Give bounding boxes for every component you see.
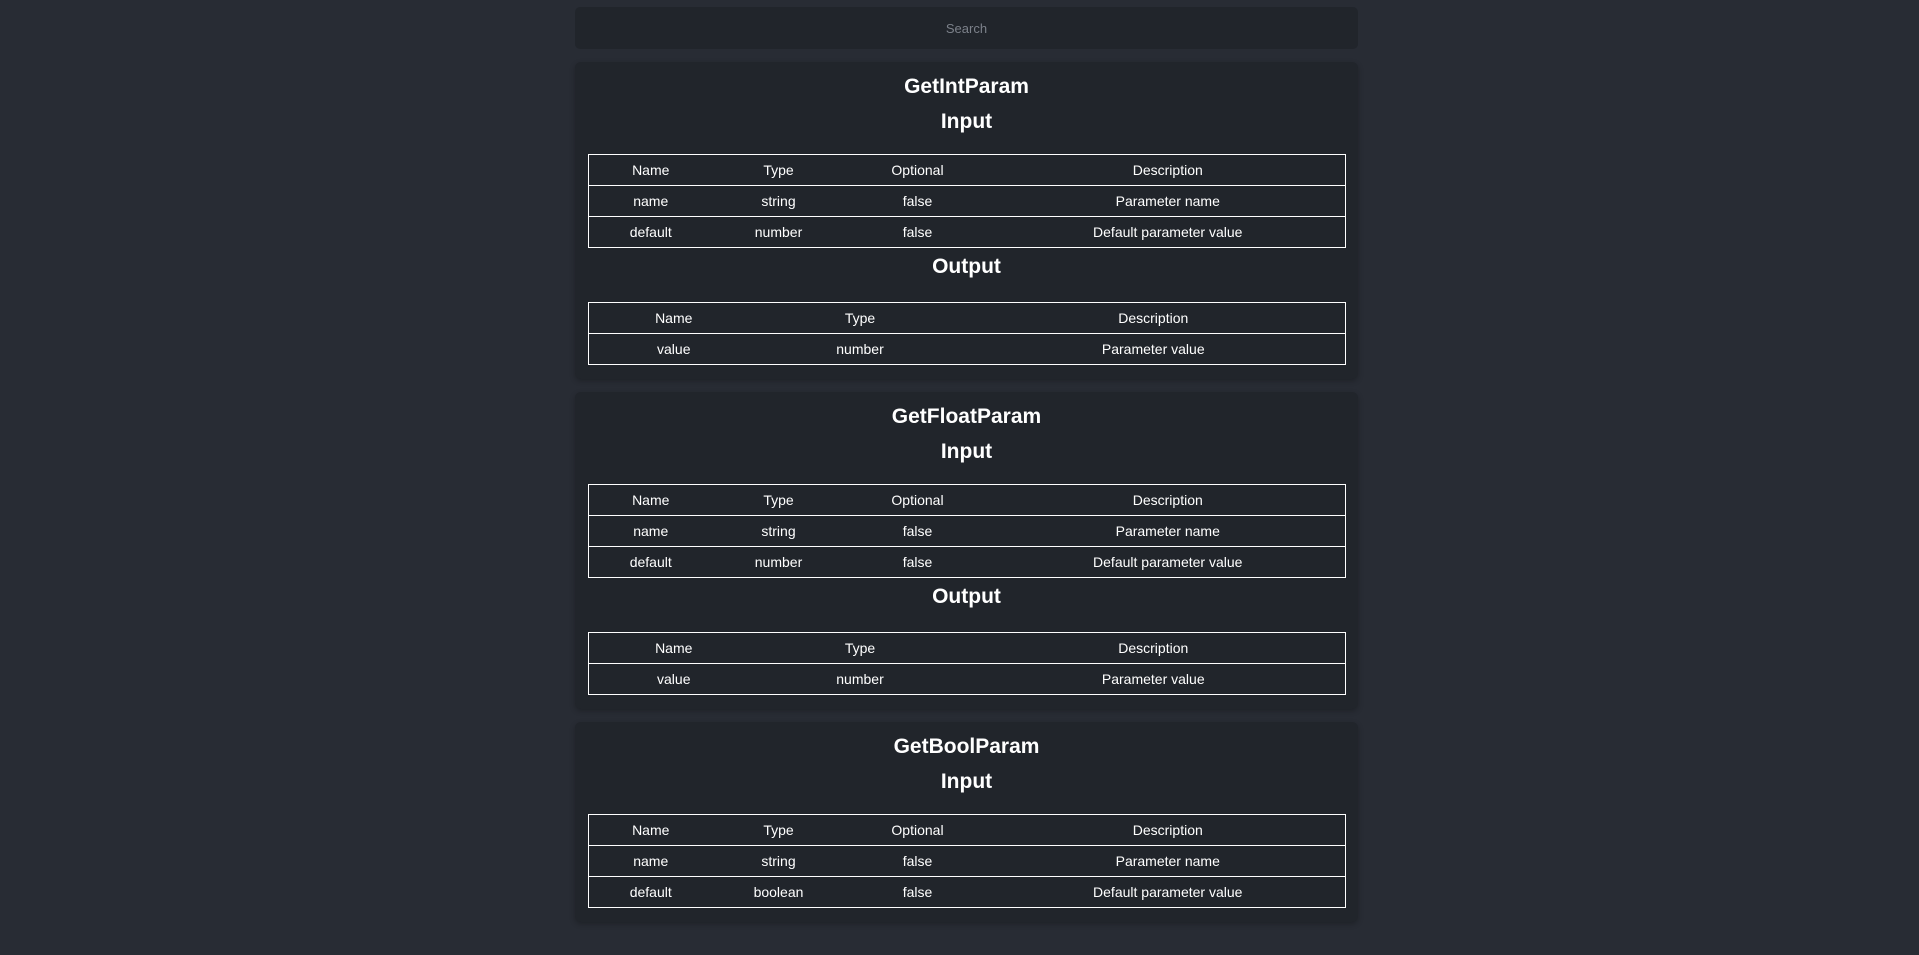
table-header-row bbox=[589, 155, 1346, 186]
column-header-type: Type bbox=[763, 492, 794, 508]
cell-description: Parameter name bbox=[991, 516, 1346, 547]
function-title: GetFloatParam bbox=[891, 405, 1042, 428]
cell-optional: false bbox=[845, 516, 991, 547]
column-header-description: Description bbox=[1118, 640, 1189, 656]
cell-name: default bbox=[589, 877, 713, 908]
output-table bbox=[588, 302, 1346, 365]
table-header-row bbox=[589, 485, 1346, 516]
table-row bbox=[589, 186, 1346, 217]
function-card bbox=[575, 392, 1358, 709]
cell-type: number bbox=[713, 217, 845, 248]
cell-description: Parameter name bbox=[991, 846, 1346, 877]
column-header-description: Description bbox=[1132, 492, 1203, 508]
cell-description: Parameter value bbox=[962, 664, 1346, 695]
search-input[interactable] bbox=[575, 7, 1358, 49]
function-title: GetBoolParam bbox=[893, 735, 1040, 758]
cell-name: name bbox=[589, 186, 713, 217]
function-card bbox=[575, 722, 1358, 922]
table-header-row bbox=[589, 303, 1346, 334]
function-title: GetIntParam bbox=[904, 75, 1029, 98]
cell-optional: false bbox=[845, 877, 991, 908]
table-row bbox=[589, 516, 1346, 547]
column-header-name: Name bbox=[632, 162, 670, 178]
cell-type: number bbox=[713, 547, 845, 578]
column-header-type: Type bbox=[763, 162, 794, 178]
table-row bbox=[589, 664, 1346, 695]
cell-name: default bbox=[589, 217, 713, 248]
column-header-optional: Optional bbox=[891, 822, 944, 838]
column-header-optional: Optional bbox=[891, 492, 944, 508]
output-table bbox=[588, 632, 1346, 695]
table-row bbox=[589, 334, 1346, 365]
input-heading: Input bbox=[940, 110, 993, 133]
column-header-type: Type bbox=[844, 640, 876, 656]
cell-type: number bbox=[759, 334, 962, 365]
column-header-type: Type bbox=[763, 822, 794, 838]
column-header-name: Name bbox=[632, 492, 670, 508]
cell-optional: false bbox=[845, 547, 991, 578]
table-header-row bbox=[589, 815, 1346, 846]
cell-description: Parameter name bbox=[991, 186, 1346, 217]
cell-description: Default parameter value bbox=[991, 547, 1346, 578]
table-row bbox=[589, 877, 1346, 908]
cell-description: Default parameter value bbox=[991, 217, 1346, 248]
input-table bbox=[588, 154, 1346, 248]
cell-type: string bbox=[713, 516, 845, 547]
cell-type: number bbox=[759, 664, 962, 695]
cell-optional: false bbox=[845, 846, 991, 877]
cell-name: name bbox=[589, 516, 713, 547]
cell-name: value bbox=[589, 664, 759, 695]
column-header-name: Name bbox=[655, 310, 693, 326]
function-card bbox=[575, 62, 1358, 379]
cell-name: value bbox=[589, 334, 759, 365]
cell-type: boolean bbox=[713, 877, 845, 908]
table-row bbox=[589, 217, 1346, 248]
cell-optional: false bbox=[845, 186, 991, 217]
docs-column bbox=[575, 7, 1358, 935]
cell-type: string bbox=[713, 186, 845, 217]
table-row bbox=[589, 547, 1346, 578]
column-header-description: Description bbox=[1132, 822, 1203, 838]
table-header-row bbox=[589, 633, 1346, 664]
column-header-type: Type bbox=[844, 310, 876, 326]
cell-name: default bbox=[589, 547, 713, 578]
cell-type: string bbox=[713, 846, 845, 877]
column-header-description: Description bbox=[1132, 162, 1203, 178]
scrollbar[interactable] bbox=[1908, 0, 1919, 955]
cell-description: Parameter value bbox=[962, 334, 1346, 365]
column-header-name: Name bbox=[655, 640, 693, 656]
column-header-optional: Optional bbox=[891, 162, 944, 178]
cell-optional: false bbox=[845, 217, 991, 248]
cell-description: Default parameter value bbox=[991, 877, 1346, 908]
input-table bbox=[588, 484, 1346, 578]
input-heading: Input bbox=[940, 440, 993, 463]
cell-name: name bbox=[589, 846, 713, 877]
output-heading: Output bbox=[932, 255, 1001, 278]
column-header-description: Description bbox=[1118, 310, 1189, 326]
column-header-name: Name bbox=[632, 822, 670, 838]
table-row bbox=[589, 846, 1346, 877]
input-heading: Input bbox=[940, 770, 993, 793]
output-heading: Output bbox=[932, 585, 1001, 608]
input-table bbox=[588, 814, 1346, 908]
